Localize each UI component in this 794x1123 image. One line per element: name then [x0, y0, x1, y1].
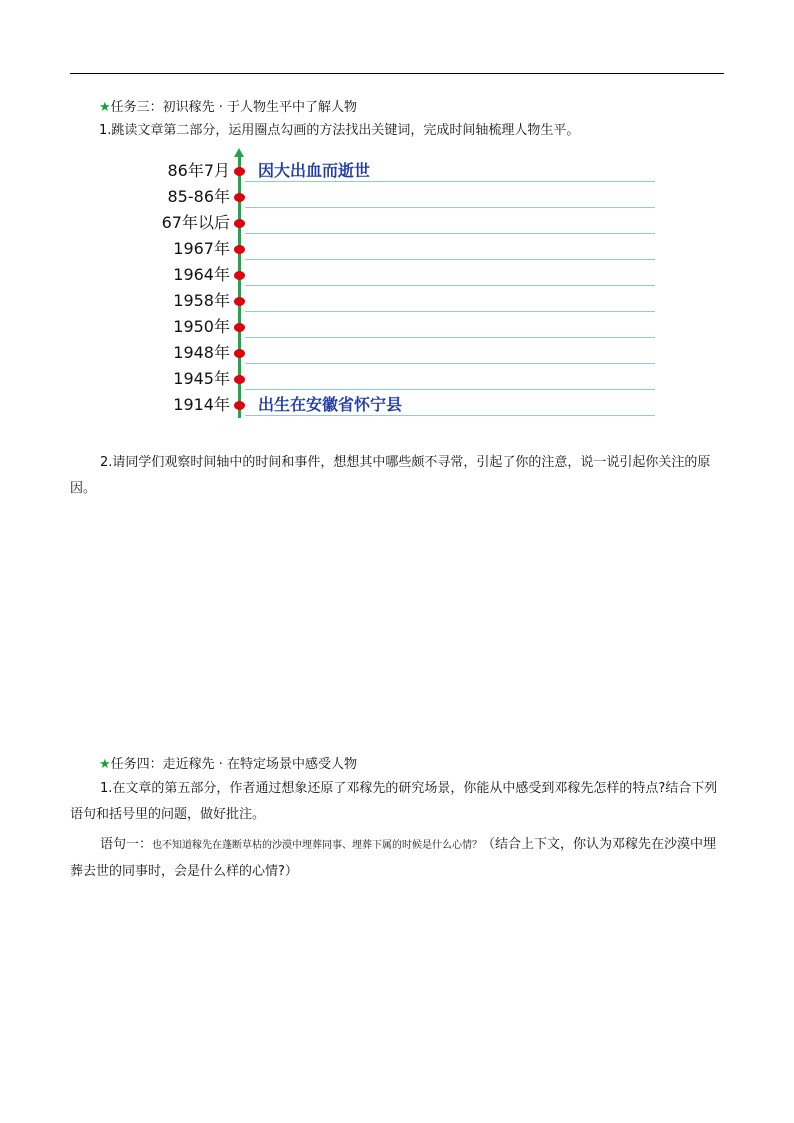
- timeline-dot: [234, 193, 245, 202]
- timeline-time: 1948年: [173, 343, 230, 362]
- timeline-row: [160, 238, 660, 264]
- timeline-dot: [234, 323, 245, 332]
- task4-question-1: 1.在文章的第五部分，作者通过想象还原了邓稼先的研究场景，你能从中感受到邓稼先怎样的特点?结合下列语句和括号里的问题，做好批注。: [70, 781, 718, 822]
- timeline-dot: [234, 401, 245, 410]
- timeline-dot: [234, 219, 245, 228]
- timeline-time: 67年以后: [161, 213, 230, 232]
- star-icon: ★: [99, 100, 111, 115]
- timeline: [160, 148, 660, 420]
- timeline-row: [160, 368, 660, 394]
- answer-line: [245, 259, 655, 260]
- timeline-dot: [234, 375, 245, 384]
- task3-question-2: 2.请同学们观察时间轴中的时间和事件，想想其中哪些颇不寻常，引起了你的注意，说一说引起你关注的原因。: [70, 455, 711, 496]
- timeline-dot: [234, 271, 245, 280]
- timeline-time: 1964年: [173, 265, 230, 284]
- timeline-row: [160, 342, 660, 368]
- answer-line: [245, 233, 655, 234]
- answer-line: [245, 337, 655, 338]
- timeline-time: 1958年: [173, 291, 230, 310]
- timeline-dot: [234, 349, 245, 358]
- timeline-time: 86年7月: [167, 161, 230, 180]
- timeline-time: 1950年: [173, 317, 230, 336]
- timeline-time: 1967年: [173, 239, 230, 258]
- answer-line: [245, 389, 655, 390]
- timeline-dot: [234, 297, 245, 306]
- timeline-row: [160, 394, 660, 420]
- sentence-quote: 也不知道稼先在蓬断草枯的沙漠中埋葬同事、埋葬下属的时候是什么心情？: [152, 840, 483, 851]
- task3-heading: [99, 96, 357, 115]
- header-rule: [70, 73, 724, 74]
- timeline-row: [160, 264, 660, 290]
- answer-line: [245, 311, 655, 312]
- timeline-time: 1945年: [173, 369, 230, 388]
- task4-title: 任务四：走近稼先 · 在特定场景中感受人物: [110, 757, 358, 772]
- timeline-row: [160, 212, 660, 238]
- task4-heading: [99, 753, 357, 772]
- timeline-row: [160, 160, 660, 186]
- sentence-label: 语句一：: [100, 837, 153, 852]
- timeline-time: 1914年: [173, 395, 230, 414]
- timeline-row: [160, 186, 660, 212]
- answer-line: [245, 207, 655, 208]
- answer-line: [245, 363, 655, 364]
- task4-sentence-1: [70, 832, 726, 885]
- sentence-question: （结合上下文，你认为邓稼先在沙漠中埋葬去世的同事时，会是什么样的心情?）: [70, 837, 717, 879]
- timeline-event: 因大出血而逝世: [258, 161, 371, 180]
- task3-question-1: 1.跳读文章第二部分，运用圈点勾画的方法找出关键词，完成时间轴梳理人物生平。: [99, 123, 580, 138]
- timeline-time: 85-86年: [167, 187, 230, 206]
- timeline-row: [160, 290, 660, 316]
- task3-title: 任务三：初识稼先 · 于人物生平中了解人物: [110, 100, 358, 115]
- answer-line: [245, 285, 655, 286]
- timeline-row: [160, 316, 660, 342]
- timeline-dot: [234, 167, 245, 176]
- star-icon: ★: [99, 757, 111, 772]
- timeline-event: 出生在安徽省怀宁县: [258, 395, 403, 414]
- timeline-dot: [234, 245, 245, 254]
